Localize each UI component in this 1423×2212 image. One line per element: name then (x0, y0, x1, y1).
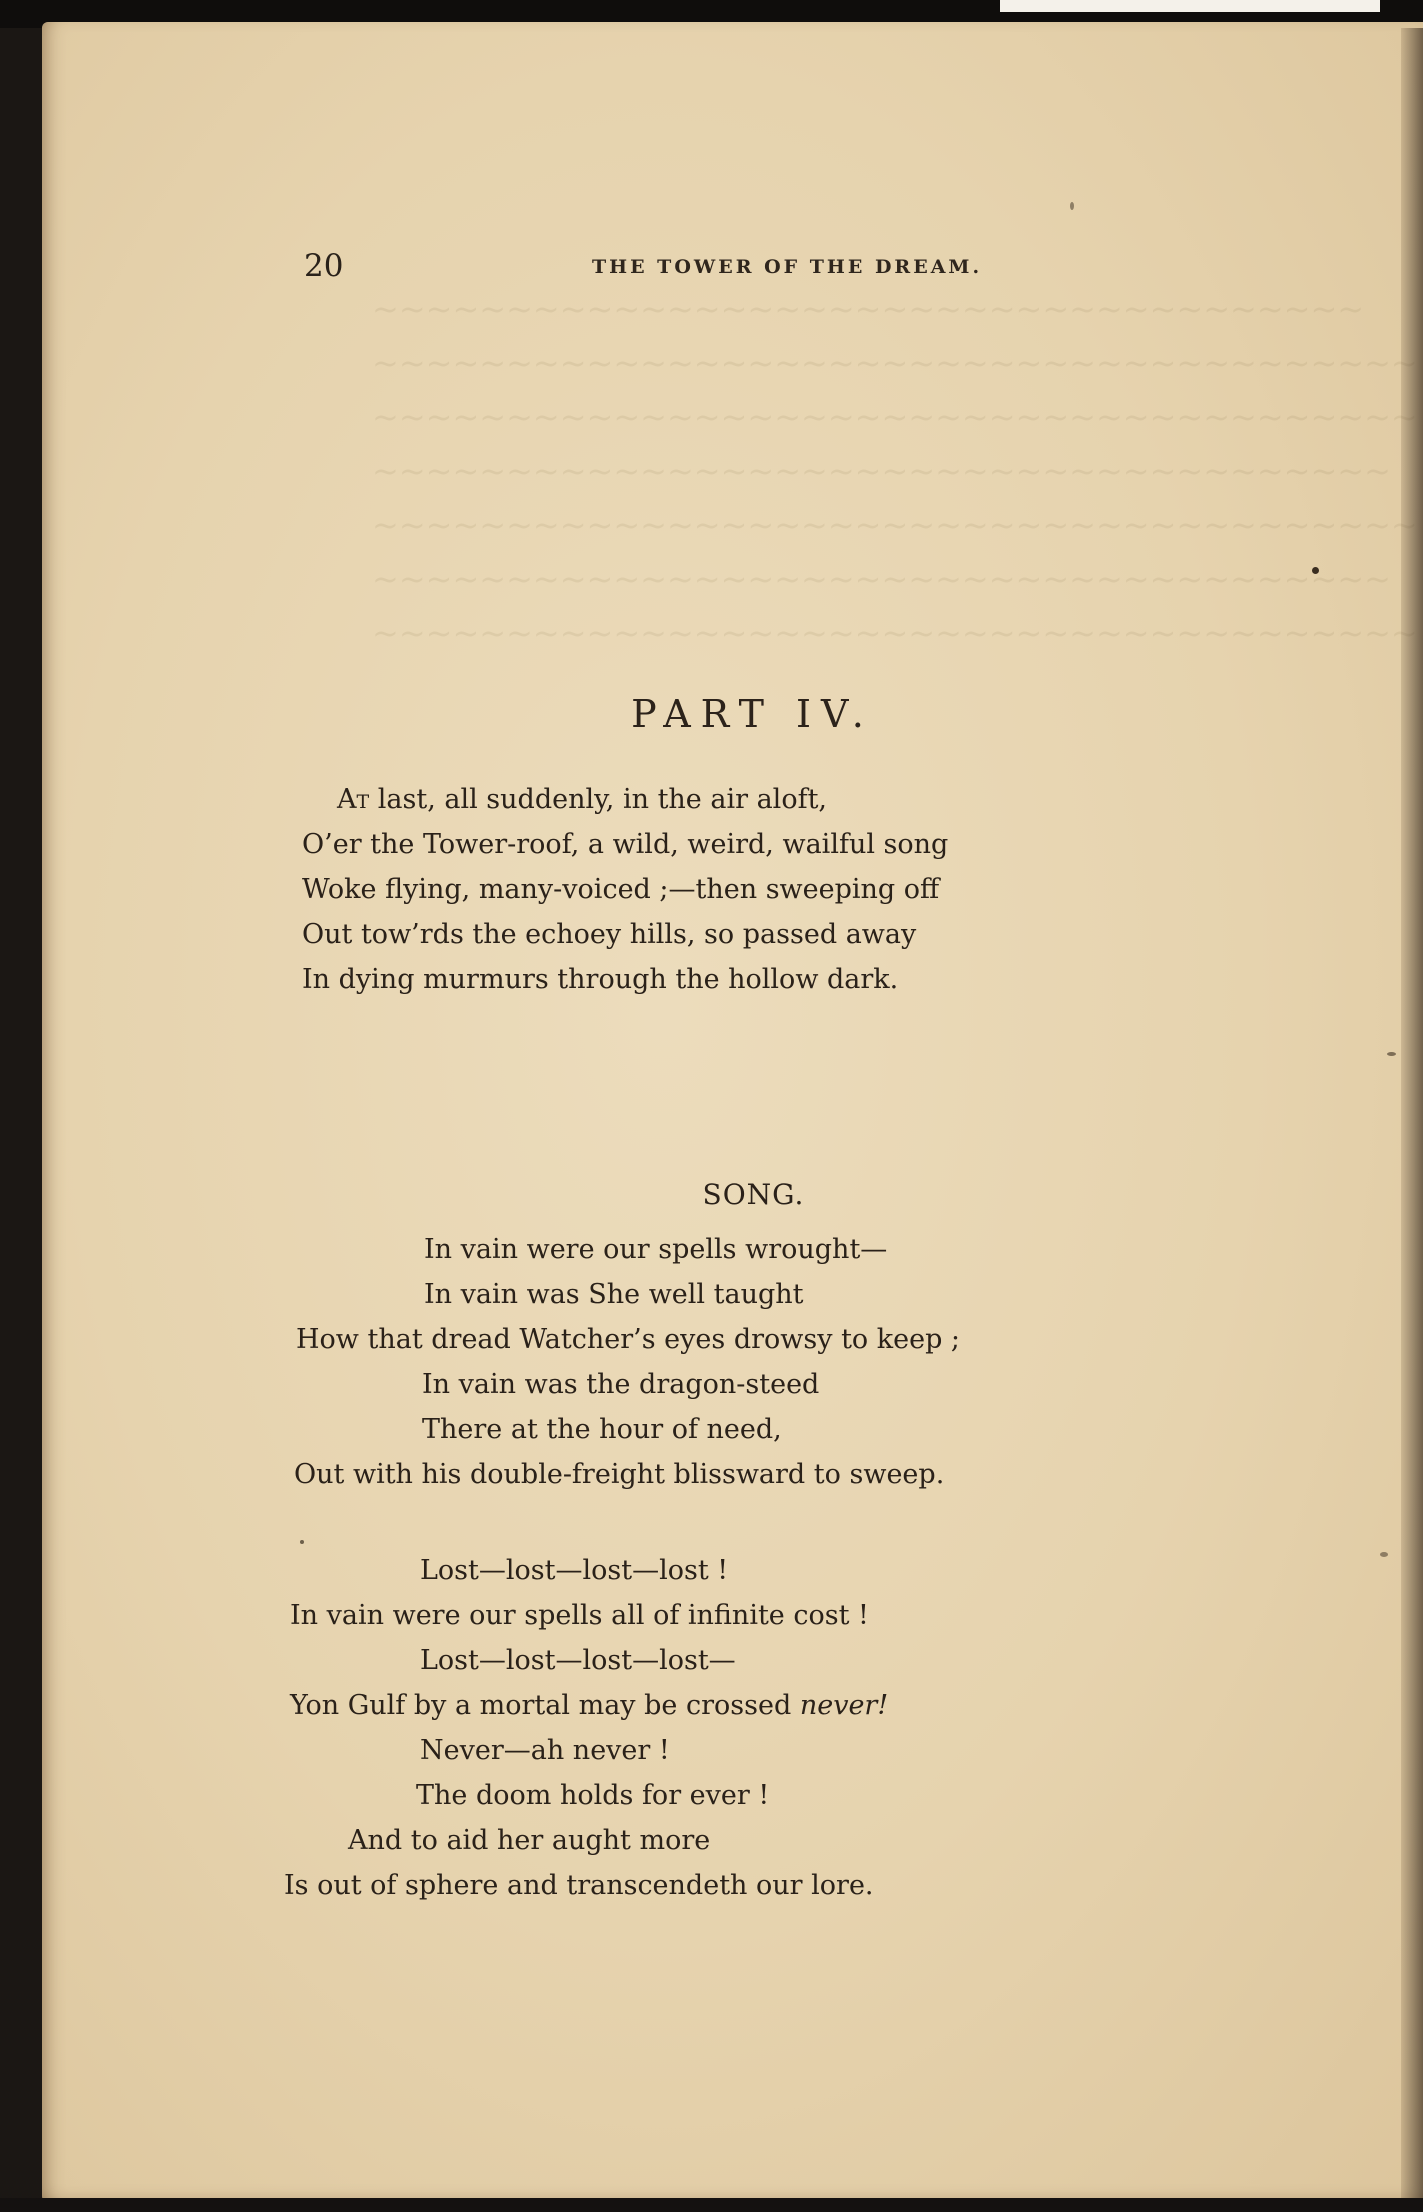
song-heading: SONG. (702, 1178, 805, 1211)
verse-line: The doom holds for ever ! (416, 1780, 770, 1811)
verse-line: In vain was the dragon-steed (422, 1369, 820, 1400)
paper-edge (1000, 0, 1380, 12)
verse-line: Yon Gulf by a mortal may be crossed never! (290, 1690, 889, 1721)
bleed-through-texture: ~~~~~~~~~~~~~~~~~~~~~~~~~~~~~~~~~~~~~ ~~~~~~~~~~~~~~~~~~~~~~~~~~~~~~~~~~~~~~~ ~~~~~~~~~~~~~~~~~~~~~~~~~~~~~~~~~~~~~~~ ~~~~~~~~~~~~~~~~~~~~~~~~~~~~~~~~~~~~~~ ~~~~~~~~~~~~~~~~~~~~~~~~~~~~~~~~~~~~~~~ ~~~~~~~~~~~~~~~~~~~~~~~~~~~~~~~~~~~~~~ ~~~~~~~~~~~~~~~~~~~~~~~~~~~~~~~~~~~~~~~ (372, 290, 1418, 652)
verse-line: In dying murmurs through the hollow dark. (302, 964, 899, 995)
verse-line: Out with his double-freight blissward to sweep. (294, 1459, 945, 1490)
paper-speck (1312, 567, 1319, 574)
verse-line: And to aid her aught more (348, 1825, 711, 1856)
verse-line: Woke flying, many-voiced ;—then sweeping off (302, 874, 940, 905)
page-right-edge (1401, 28, 1423, 2198)
verse-line: At last, all suddenly, in the air aloft, (337, 784, 827, 815)
verse-line: In vain was She well taught (424, 1279, 804, 1310)
verse-line: Is out of sphere and transcendeth our lore. (284, 1870, 874, 1901)
page-number: 20 (304, 248, 344, 284)
scan-bottom-edge (0, 2198, 1423, 2212)
paper-speck (1387, 1052, 1396, 1056)
paper-speck (1380, 1552, 1388, 1557)
verse-line: Out tow’rds the echoey hills, so passed away (302, 919, 917, 950)
small-caps-lead: At (337, 784, 370, 815)
verse-line: There at the hour of need, (422, 1414, 782, 1445)
paper-speck (1070, 202, 1074, 210)
page-header (262, 248, 1222, 288)
verse-line: In vain were our spells wrought— (424, 1234, 888, 1265)
book-page (42, 22, 1423, 2202)
part-heading: PART IV. (631, 692, 874, 736)
verse-line: Never—ah never ! (420, 1735, 670, 1766)
verse-line: Lost—lost—lost—lost ! (420, 1555, 729, 1586)
italic-word: never! (799, 1690, 889, 1721)
paper-speck (300, 1540, 304, 1544)
verse-line: How that dread Watcher’s eyes drowsy to keep ; (296, 1324, 961, 1355)
verse-line: O’er the Tower-roof, a wild, weird, wailful song (302, 829, 949, 860)
verse-line: In vain were our spells all of infinite cost ! (290, 1600, 869, 1631)
running-title: THE TOWER OF THE DREAM. (592, 256, 983, 278)
verse-line: Lost—lost—lost—lost— (420, 1645, 736, 1676)
